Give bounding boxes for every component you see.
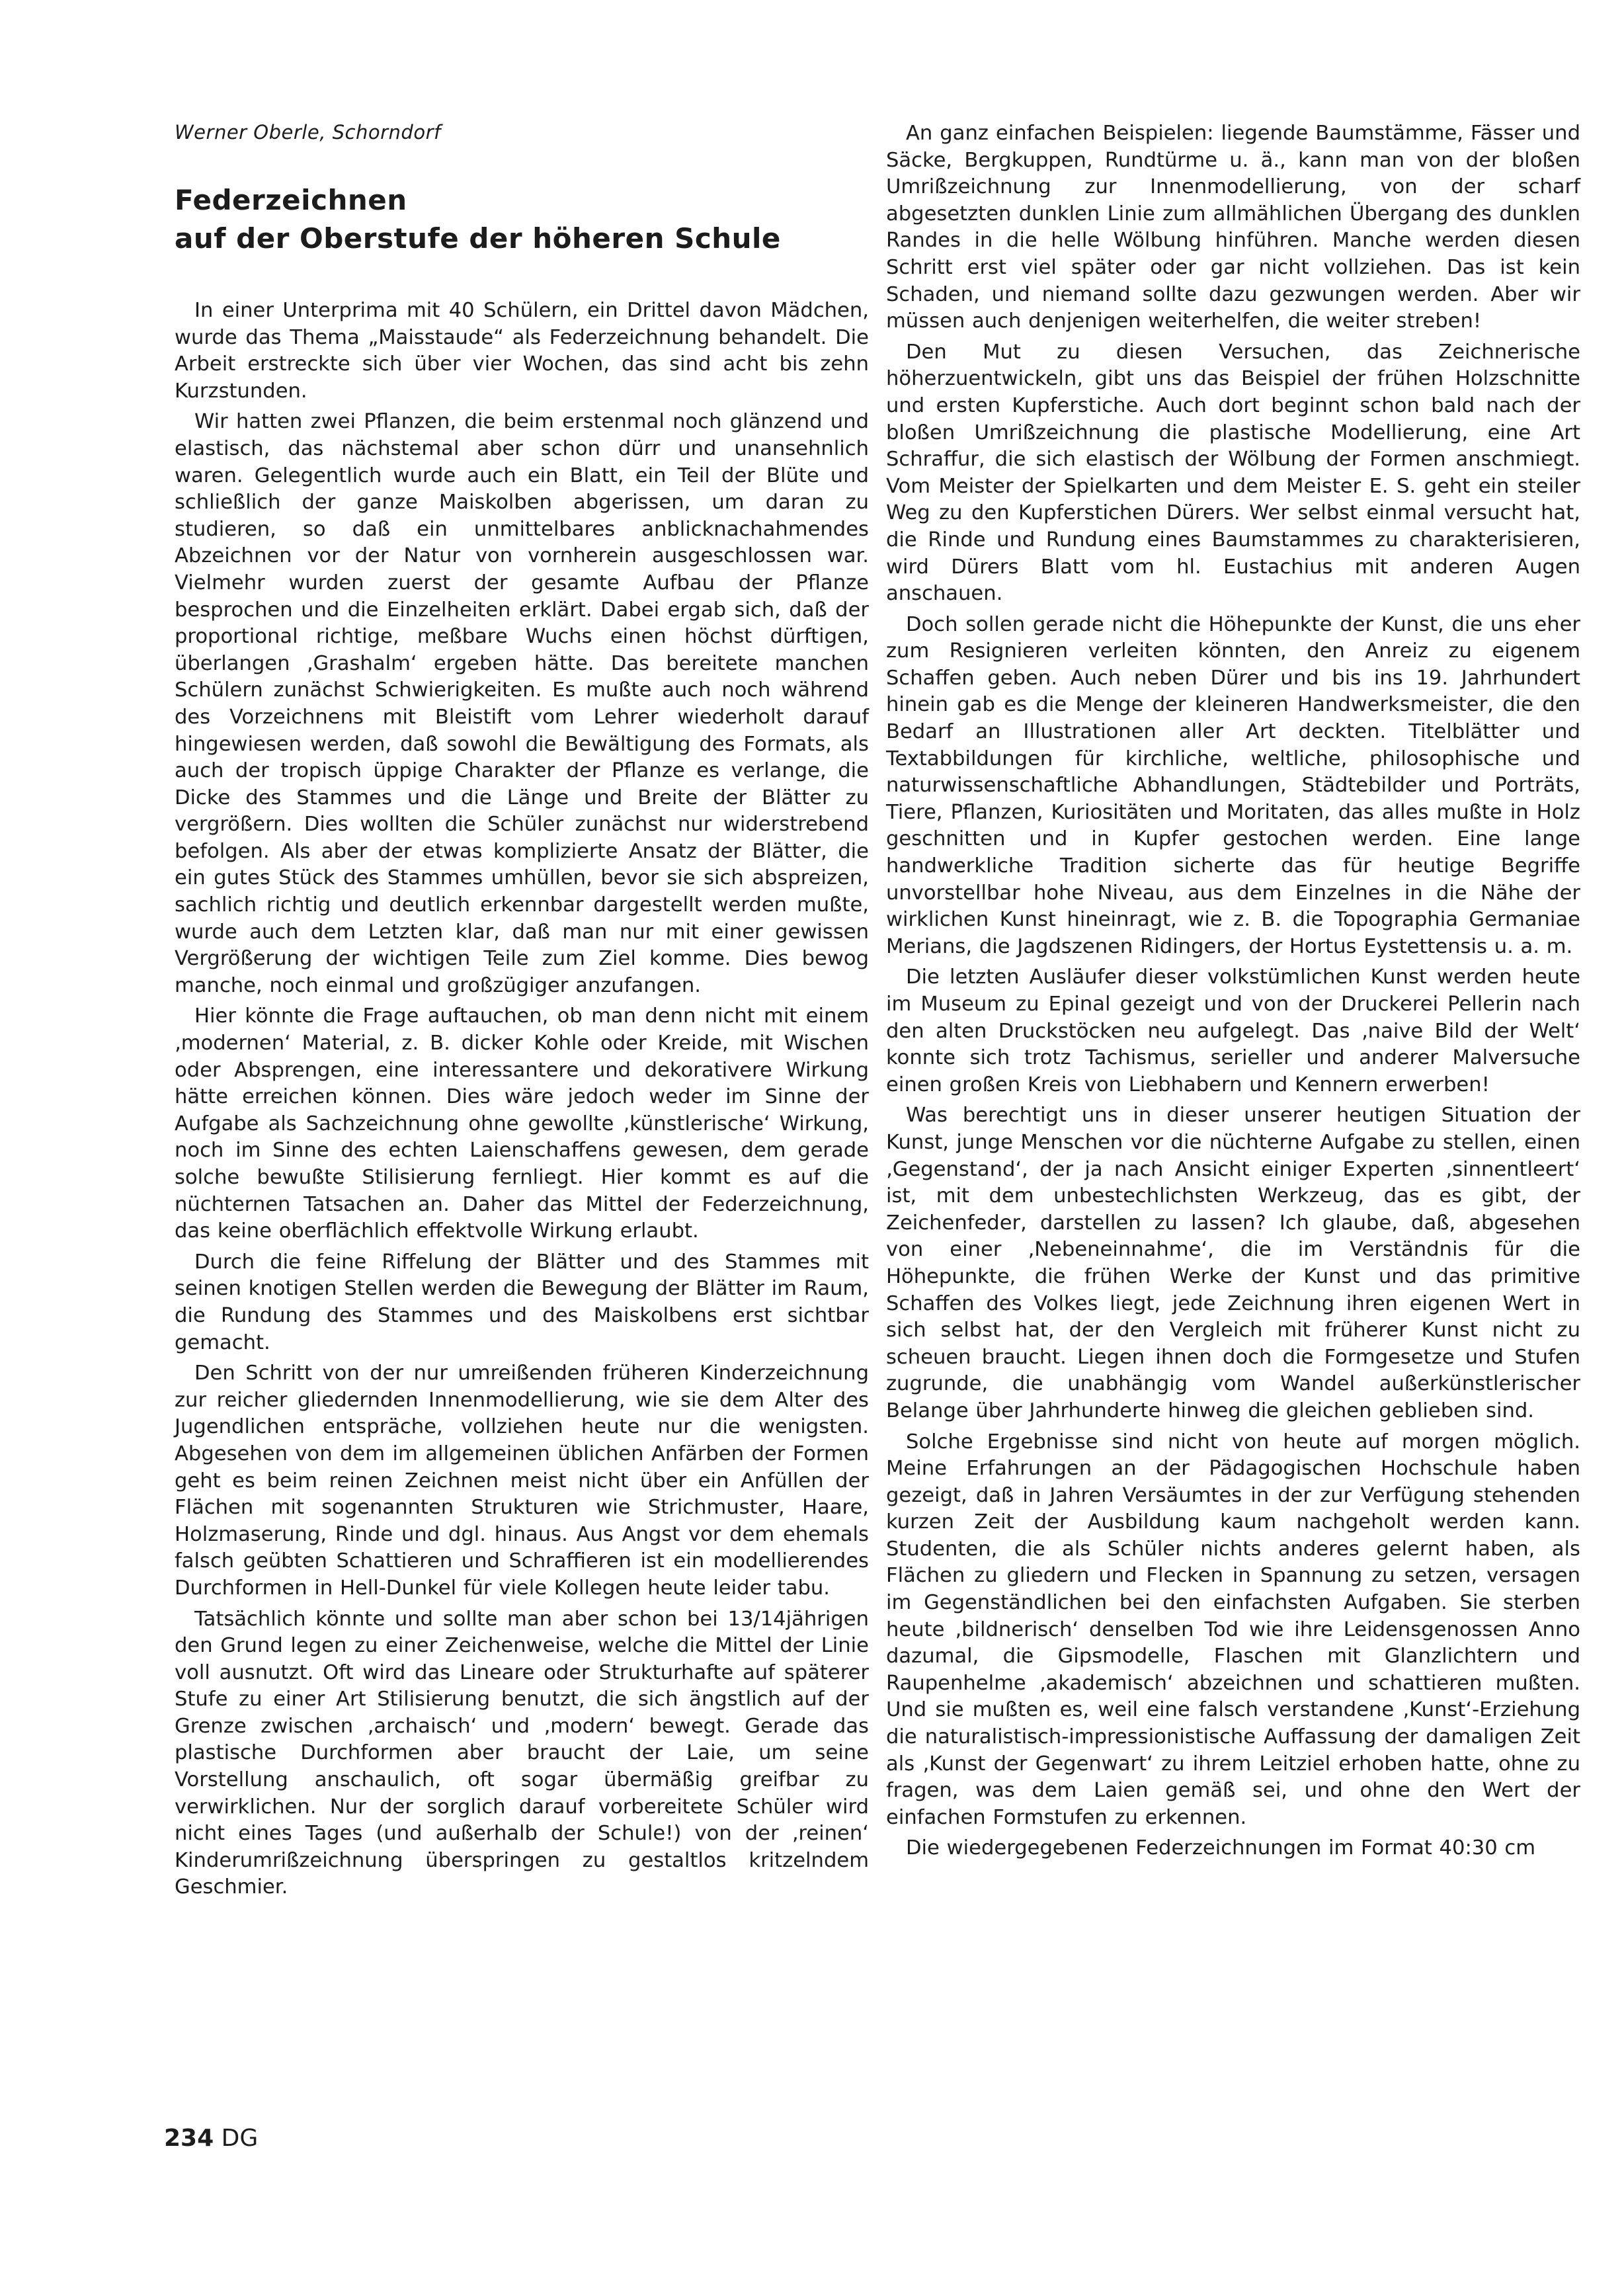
paragraph: Doch sollen gerade nicht die Höhepunkte der Kunst, die uns eher zum Resignieren verleiten könnten, den Anreiz zu eigenem Schaffen geben. Auch neben Dürer und bis ins 19. Jahrhundert hinein gab es die Menge der kleineren Handwerksmeister, die den Bedarf an Illustrationen aller Art deckten. Titelblätter und Textabbildungen für kirchliche, weltliche, philosophische und naturwissenschaftliche Abhandlungen, Städtebilder und Porträts, Tiere, Pflanzen, Kuriositäten und Moritaten, das alles mußte in Holz geschnitten und in Kupfer gestochen werden. Eine lange handwerkliche Tradition sicherte das für heutige Begriffe unvorstellbar hohe Niveau, aus dem Einzelnes in die Nähe der wirklichen Kunst hineinragt, wie z. B. die Topographia Germaniae Merians, die Jagdszenen Ridingers, der Hortus Eystettensis u. a. m.	[886, 612, 1580, 958]
paragraph: Die wiedergegebenen Federzeichnungen im Format 40:30 cm	[906, 1836, 1536, 1860]
right-column	[886, 120, 1580, 1862]
paragraph: Wir hatten zwei Pflanzen, die beim erstenmal noch glänzend und elastisch, das nächstemal aber schon dürr und unansehnlich waren. Gelegentlich wurde auch ein Blatt, ein Teil der Blüte und schließlich der ganze Maiskolben abgerissen, um daran zu studieren, so daß ein unmittelbares anblicknachahmendes Abzeichnen vor der Natur von vornherein ausgeschlossen war. Vielmehr wurden zuerst der gesamte Aufbau der Pflanze besprochen und die Einzelheiten erklärt. Dabei ergab sich, daß der proportional richtige, meßbare Wuchs einen höchst dürftigen, überlangen ‚Grashalm‘ ergeben hätte. Das bereitete manchen Schülern zunächst Schwierigkeiten. Es mußte auch noch während des Vorzeichnens mit Bleistift vom Lehrer wiederholt darauf hingewiesen werden, daß sowohl die Bewältigung des Formats, als auch der tropisch üppige Charakter der Pflanze es verlange, die Dicke des Stammes und die Länge und Breite der Blätter zu vergrößern. Dies wollten die Schüler zunächst nur widerstrebend befolgen. Als aber der etwas komplizierte Ansatz der Blätter, die ein gutes Stück des Stammes umhüllen, bevor sie sich abspreizen, sachlich richtig und deutlich erkennbar dargestellt werden mußte, wurde auch dem Letzten klar, daß man nur mit einer gewissen Vergrößerung der wichtigen Teile zum Ziel komme. Dies bewog manche, noch einmal und großzügiger anzufangen.	[175, 410, 869, 997]
paragraph: An ganz einfachen Beispielen: liegende Baumstämme, Fässer und Säcke, Bergkuppen, Rundtürme u. ä., kann man von der bloßen Umrißzeichnung zur Innenmodellierung, von der scharf abgesetzten dunklen Linie zum allmählichen Übergang des dunklen Randes in die helle Wölbung hinführen. Manche werden diesen Schritt erst viel später oder gar nicht vollziehen. Das ist kein Schaden, und niemand sollte dazu gezwungen werden. Aber wir müssen auch denjenigen weiterhelfen, die weiter streben!	[886, 122, 1580, 333]
journal-abbreviation: DG	[221, 2125, 259, 2152]
author-line: Werner Oberle, Schorndorf	[175, 121, 441, 143]
title-line-2: auf der Oberstufe der höheren Schule	[175, 222, 781, 255]
paragraph: Was berechtigt uns in dieser unserer heutigen Situation der Kunst, junge Menschen vor die nüchterne Aufgabe zu stellen, einen ‚Gegenstand‘, der ja nach Ansicht einiger Experten ‚sinnentleert‘ ist, mit dem unbestechlichsten Werkzeug, das es gibt, der Zeichenfeder, darstellen zu lassen? Ich glaube, daß, abgesehen von einer ‚Nebeneinnahme‘, die im Verständnis für die Höhepunkte, die frühen Werke der Kunst und das primitive Schaffen des Volkes liegt, jede Zeichnung ihren eigenen Wert in sich selbst hat, der den Vergleich mit früherer Kunst nicht zu scheuen braucht. Liegen ihnen doch die Formgesetze und Stufen zugrunde, die unabhängig vom Wandel außerkünstlerischer Belange über Jahrhunderte hinweg die gleichen geblieben sind.	[886, 1104, 1580, 1422]
title-line-1: Federzeichnen	[175, 184, 407, 216]
paragraph: Solche Ergebnisse sind nicht von heute auf morgen möglich. Meine Erfahrungen an der Pädagogischen Hochschule haben gezeigt, daß in Jahren Versäumtes in der zur Verfügung stehenden kurzen Zeit der Ausbildung kaum nachgeholt werden kann. Studenten, die als Schüler nichts anderes gelernt haben, als Flächen zu gliedern und Flecken in Spannung zu setzen, versagen im Gegenständlichen bei den einfachsten Aufgaben. Sie sterben heute ‚bildnerisch‘ denselben Tod wie ihre Leidensgenossen Anno dazumal, die Gipsmodelle, Flaschen mit Glanzlichtern und Raupenhelme ‚akademisch‘ abzeichnen und schattieren mußten. Und sie mußten es, weil eine falsch verstandene ‚Kunst‘-Erziehung die naturalistisch-impressionistische Auffassung der damaligen Zeit als ‚Kunst der Gegenwart‘ zu ihrem Leitziel erhoben hatte, ohne zu fragen, was dem Laien gemäß sei, und ohne den Wert der einfachen Formstufen zu erkennen.	[886, 1430, 1580, 1829]
page-footer	[164, 2124, 258, 2153]
paragraph: Durch die feine Riffelung der Blätter und des Stammes mit seinen knotigen Stellen werden die Bewegung der Blätter im Raum, die Rundung des Stammes und des Maiskolbens erst sichtbar gemacht.	[175, 1250, 869, 1354]
left-column	[175, 120, 869, 1901]
paragraph: Hier könnte die Frage auftauchen, ob man denn nicht mit einem ‚modernen‘ Material, z. B. dicker Kohle oder Kreide, mit Wischen oder Absprengen, eine interessantere und dekorativere Wirkung hätte erreichen können. Dies wäre jedoch weder im Sinne der Aufgabe als Sachzeichnung ohne gewollte ‚künstlerische‘ Wirkung, noch im Sinne des echten Laienschaffens gewesen, dem gerade solche bewußte Stilisierung fernliegt. Hier kommt es auf die nüchternen Tatsachen an. Daher das Mittel der Federzeichnung, das keine oberflächlich effektvolle Wirkung erlaubt.	[175, 1004, 869, 1243]
paragraph: Den Mut zu diesen Versuchen, das Zeichnerische höherzuentwickeln, gibt uns das Beispiel der frühen Holzschnitte und ersten Kupferstiche. Auch dort beginnt schon bald nach der bloßen Umrißzeichnung die plastische Modellierung, eine Art Schraffur, die sich elastisch der Wölbung der Formen anschmiegt. Vom Meister der Spielkarten und dem Meister E. S. geht ein steiler Weg zu den Kupferstichen Dürers. Wer selbst einmal versucht hat, die Rinde und Rundung eines Baumstammes zu charakterisieren, wird Dürers Blatt vom hl. Eustachius mit anderen Augen anschauen.	[886, 340, 1580, 606]
paragraph: Tatsächlich könnte und sollte man aber schon bei 13/14jährigen den Grund legen zu einer Zeichenweise, welche die Mittel der Linie voll ausnutzt. Oft wird das Lineare oder Strukturhafte auf späterer Stufe zu einer Art Stilisierung benutzt, die sich ängstlich auf der Grenze zwischen ‚archaisch‘ und ‚modern‘ bewegt. Gerade das plastische Durchformen aber braucht der Laie, um seine Vorstellung anschaulich, oft sogar übermäßig greifbar zu verwirklichen. Nur der sorglich darauf vorbereitete Schüler wird nicht eines Tages (und außerhalb der Schule!) von der ‚reinen‘ Kinderumrißzeichnung überspringen zu gestaltlos kritzelndem Geschmier.	[175, 1607, 869, 1899]
paragraph: In einer Unterprima mit 40 Schülern, ein Drittel davon Mädchen, wurde das Thema „Maisstaude“ als Federzeichnung behandelt. Die Arbeit erstreckte sich über vier Wochen, das sind acht bis zehn Kurzstunden.	[175, 299, 869, 403]
article-title	[175, 181, 869, 258]
paragraph: Den Schritt von der nur umreißenden früheren Kinderzeichnung zur reicher gliedernden Innenmodellierung, wie sie dem Alter des Jugendlichen entspräche, vollziehen heute nur die wenigsten. Abgesehen von dem im allgemeinen üblichen Anfärben der Formen geht es beim reinen Zeichnen meist nicht über ein Anfüllen der Flächen mit sogenannten Strukturen wie Strichmuster, Haare, Holzmaserung, Rinde und dgl. hinaus. Aus Angst vor dem ehemals falsch geübten Schattieren und Schraffieren ist ein modellierendes Durchformen in Hell-Dunkel für viele Kollegen heute leider tabu.	[175, 1362, 869, 1600]
paragraph: Die letzten Ausläufer dieser volkstümlichen Kunst werden heute im Museum zu Epinal gezeigt und von der Druckerei Pellerin nach den alten Druckstöcken neu aufgelegt. Das ‚naive Bild der Welt‘ konnte sich trotz Tachismus, serieller und anderer Malversuche einen großen Kreis von Liebhabern und Kennern erwerben!	[886, 965, 1580, 1096]
page-number: 234	[164, 2125, 214, 2152]
